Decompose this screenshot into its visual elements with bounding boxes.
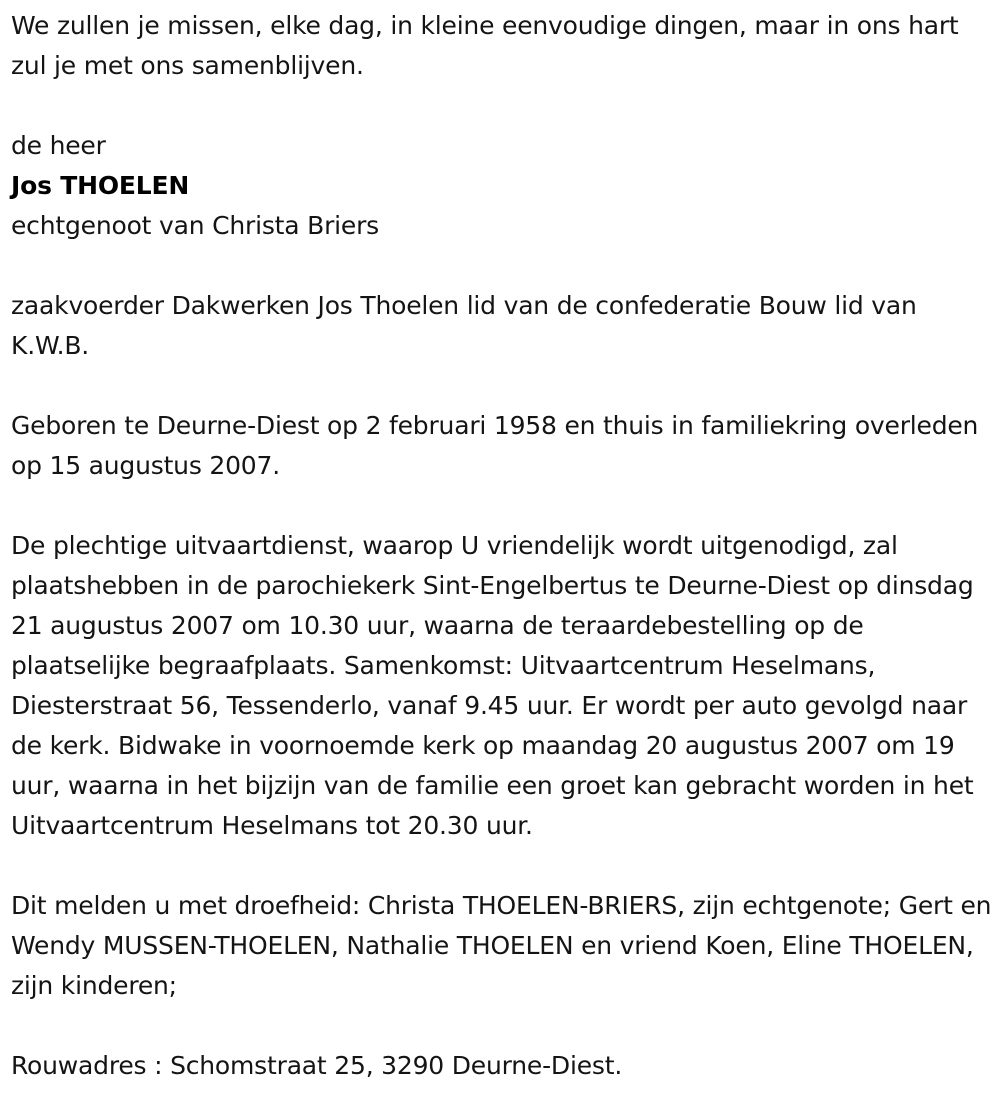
intro-paragraph: We zullen je missen, elke dag, in kleine eenvoudige dingen, maar in ons hart zul je met ons samenblijven. [11, 11, 959, 80]
spouse-line: echtgenoot van Christa Briers [11, 211, 379, 240]
spacer [11, 366, 993, 406]
spacer [11, 846, 993, 886]
family-paragraph: Dit melden u met droefheid: Christa THOELEN-BRIERS, zijn echtgenote; Gert en Wendy MUSSEN-THOELEN, Nathalie THOELEN en vriend Koen, Eline THOELEN, zijn kinderen; [11, 891, 992, 1000]
occupation-paragraph: zaakvoerder Dakwerken Jos Thoelen lid van de confederatie Bouw lid van K.W.B. [11, 291, 917, 360]
spacer [11, 86, 993, 126]
birth-death-paragraph: Geboren te Deurne-Diest op 2 februari 1958 en thuis in familiekring overleden op 15 augustus 2007. [11, 411, 979, 480]
spacer [11, 246, 993, 286]
deceased-name: Jos THOELEN [11, 171, 190, 200]
title-prefix: de heer [11, 131, 106, 160]
funeral-paragraph: De plechtige uitvaartdienst, waarop U vriendelijk wordt uitgenodigd, zal plaatshebben in de parochiekerk Sint-Engelbertus te Deurne-Diest op dinsdag 21 augustus 2007 om 10.30 uur, waarna de teraardebestelling op de plaatselijke begraafplaats. Samenkomst: Uitvaartcentrum Heselmans, Diesterstraat 56, Tessenderlo, vanaf 9.45 uur. Er wordt per auto gevolgd naar de kerk. Bidwake in voornoemde kerk op maandag 20 augustus 2007 om 19 uur, waarna in het bijzijn van de familie een groet kan gebracht worden in het Uitvaartcentrum Heselmans tot 20.30 uur. [11, 531, 974, 840]
obituary-notice [11, 6, 993, 1086]
spacer [11, 1006, 993, 1046]
spacer [11, 486, 993, 526]
address-line: Rouwadres : Schomstraat 25, 3290 Deurne-Diest. [11, 1051, 623, 1080]
